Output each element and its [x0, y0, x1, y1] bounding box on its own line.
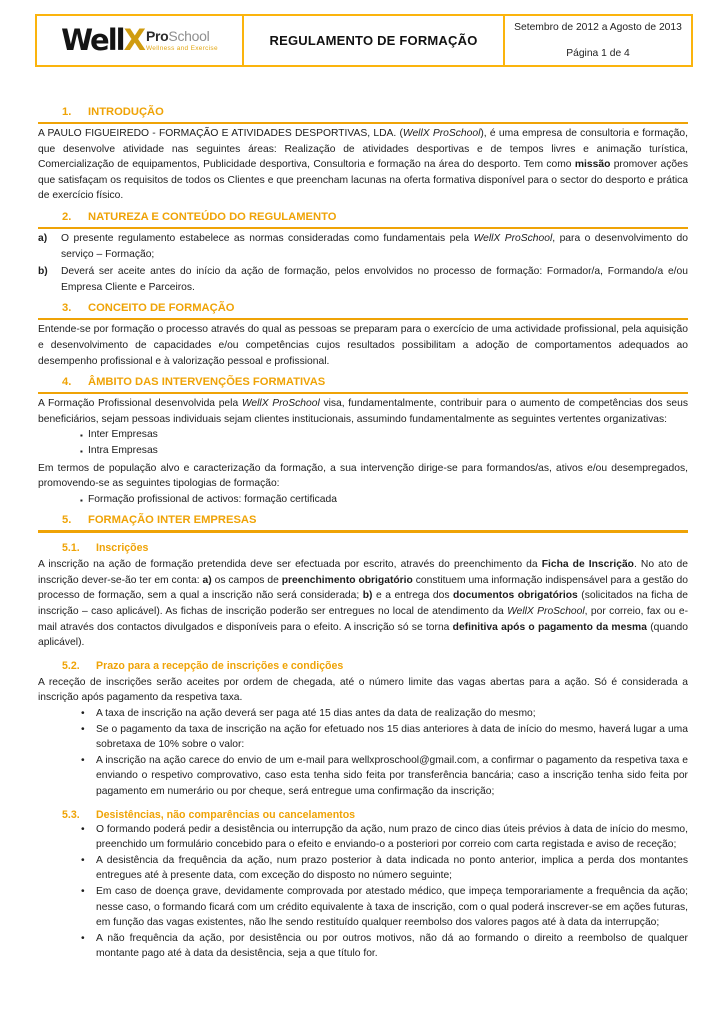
wellx-proschool-logo — [61, 23, 218, 57]
section-rule — [38, 392, 688, 394]
text-run: visa, fundamentalmente, contribuir para o aumento de competências dos seus beneficiários, sejam pessoas individuais sejam clientes institucionais, assumindo fundamentalmente as seguintes vertentes organizativas: — [38, 398, 688, 425]
bullet-item — [38, 706, 688, 722]
bullet-item — [38, 753, 688, 800]
bullet-item — [38, 884, 688, 931]
section-rule — [38, 530, 688, 533]
text-run: Se o pagamento da taxa de inscrição na ação for efetuado nos 15 dias anteriores à data de início do mesmo, haverá lugar a uma sobretaxa de 10% sobre o valor: — [96, 723, 688, 751]
logo-right-block — [146, 30, 218, 52]
text-run: (solicitados na ficha de inscrição – caso aplicável). As fichas de inscrição poderão ser entregues no local de atendimento da — [38, 590, 688, 618]
section-title: NATUREZA E CONTEÚDO DO REGULAMENTO — [88, 210, 337, 223]
text-run: Em termos de população alvo e caracterização da formação, a sua intervenção dirige-se para formandos/as, ativos e/ou desempregados, promovendo-se as seguintes tipologias de formação: — [38, 462, 688, 490]
text-run: missão — [574, 159, 611, 171]
section — [38, 106, 688, 204]
paragraph — [38, 396, 688, 427]
bullet-item — [38, 492, 688, 508]
section-heading — [38, 302, 688, 315]
subsection-title: Desistências, não comparências ou cancelamentos — [96, 808, 356, 821]
bullet-item — [38, 931, 688, 962]
text-run: constituem uma informação indispensável para a gestão do processo de formação, sem a qual a inscrição não será considerada; — [38, 574, 689, 602]
paragraph — [38, 322, 688, 369]
text-run: , por correio, fax ou e-mail através dos contactos divulgados e disponíveis para o efeito. A inscrição só se torna — [38, 606, 688, 633]
bullet-item — [38, 722, 688, 753]
text-run: , para o desenvolvimento do serviço – Formação; — [61, 232, 688, 260]
text-run: definitiva após o pagamento da mesma — [452, 621, 647, 633]
text-run: WellX ProSchool — [402, 128, 481, 139]
paragraph — [38, 557, 688, 651]
lettered-item — [38, 231, 688, 262]
section-heading — [38, 211, 688, 224]
paragraph — [38, 461, 688, 492]
subsection-title: Inscrições — [96, 542, 149, 555]
logo-wordmark — [61, 23, 144, 57]
item-text — [61, 231, 688, 262]
text-run: e a entrega dos — [372, 590, 453, 602]
text-run: preenchimento obrigatório — [281, 574, 413, 586]
text-run: WellX ProSchool — [241, 398, 320, 410]
paragraph — [38, 675, 688, 706]
logo-pro-text: Pro — [145, 28, 169, 44]
item-label: b) — [38, 266, 48, 278]
bullet-item — [38, 853, 688, 884]
date-cell — [505, 16, 691, 65]
text-run: Formação profissional de activos: formação certificada — [88, 493, 337, 505]
text-run: ), é uma empresa de consultoria e formação, que desenvolve atividade nas seguintes áreas: Realização de atividades desportivas e de tempos livres e animação turística, Comercialização de equipamentos, Publicidade desportiva, Consultoria e formação na área do desporto. Tem como — [38, 128, 688, 171]
text-run: A inscrição na ação de formação pretendida deve ser efectuada por escrito, através do preenchimento da — [38, 559, 542, 571]
bullet-list — [38, 706, 688, 800]
text-run: Entende-se por formação o processo através do qual as pessoas se preparam para o exercício de uma actividade profissional, pela aquisição e desenvolvimento de capacidades e/ou competências cujos resultados possibilitam a adoção de comportamentos adequados ao desempenho profissional e à valorização pessoal e profissional. — [38, 324, 688, 367]
text-run: . No ato de inscrição dever-se-ão ter em conta: — [38, 559, 688, 586]
section-title: CONCEITO DE FORMAÇÃO — [88, 302, 235, 315]
subsection-heading — [38, 542, 688, 555]
bullet-item — [38, 427, 688, 443]
text-run: (quando aplicável). — [38, 621, 688, 649]
text-run: Intra Empresas — [88, 444, 158, 456]
document-title: REGULAMENTO DE FORMAÇÃO — [269, 33, 478, 48]
item-text — [61, 264, 688, 295]
date-range: Setembro de 2012 a Agosto de 2013 — [514, 22, 682, 33]
text-run: WellX ProSchool — [507, 606, 585, 618]
text-run: os campos de — [211, 574, 282, 586]
text-run: b) — [362, 590, 373, 602]
section-number: 1. — [62, 106, 72, 118]
text-run: A PAULO FIGUEIREDO - FORMAÇÃO E ATIVIDADES DESPORTIVAS, LDA. ( — [38, 128, 403, 139]
paragraph — [38, 126, 688, 204]
bullet-list — [38, 492, 688, 508]
logo-x-text: X — [123, 23, 144, 57]
bullet-item — [38, 443, 688, 459]
subsection-heading — [38, 809, 688, 822]
section-number: 3. — [62, 302, 72, 315]
text-run: A taxa de inscrição na ação deverá ser paga até 15 dias antes da data de realização do mesmo; — [96, 708, 536, 720]
text-run: a) — [202, 574, 212, 586]
text-run: WellX ProSchool — [473, 232, 553, 244]
bullet-list — [38, 822, 688, 962]
section-number: 2. — [62, 210, 72, 223]
section — [38, 376, 688, 507]
text-run: Deverá ser aceite antes do início da ação de formação, pelos envolvidos no processo de formação: Formador/a, Formando/a e/ou Empresa Cliente e Parceiros. — [61, 266, 688, 293]
bullet-item — [38, 822, 688, 853]
text-run: O presente regulamento estabelece as normas consideradas como fundamentais pela — [61, 232, 474, 244]
section-title: ÂMBITO DAS INTERVENÇÕES FORMATIVAS — [88, 376, 326, 389]
section-rule — [38, 318, 688, 320]
section — [38, 211, 688, 295]
text-run: Inter Empresas — [88, 429, 158, 441]
section-heading — [38, 106, 688, 119]
text-run: A Formação Profissional desenvolvida pela — [38, 398, 242, 410]
document-sections — [38, 106, 688, 962]
text-run: A receção de inscrições serão aceites por ordem de chegada, até o número limite das vagas abertas para a ação. Só é considerada a inscrição após pagamento da respetiva taxa. — [38, 676, 688, 704]
page-number: Página 1 de 4 — [566, 48, 630, 59]
section-number: 5. — [62, 514, 72, 527]
section-rule — [38, 227, 688, 229]
text-run: O formando poderá pedir a desistência ou interrupção da ação, num prazo de cinco dias úteis prévios à data de início do mesmo, preenchido um formulário concebido para o efeito e enviando-o a posteriori por correio com carta registada e aviso de receção; — [96, 823, 688, 851]
document-header — [35, 14, 693, 67]
subsection-number: 5.1. — [62, 542, 80, 555]
section-heading — [38, 376, 688, 389]
text-run: promover ações que satisfaçam os requisitos de todos os Clientes e que preencham lacunas na oferta formativa disponível para o sector do desporto e prática de exercício físico. — [38, 159, 688, 202]
section — [38, 514, 688, 962]
lettered-item — [38, 264, 688, 295]
subsection-number: 5.3. — [62, 808, 80, 821]
section-heading — [38, 514, 688, 527]
section-title: FORMAÇÃO INTER EMPRESAS — [88, 514, 257, 527]
logo-school-text: School — [168, 28, 210, 44]
text-run: documentos obrigatórios — [453, 590, 578, 602]
text-run: A desistência da frequência da ação, num prazo posterior à data indicada no ponto anterior, implica a perda dos montantes entregues até à presente data, com exceção do disposto no número seguinte; — [96, 854, 688, 882]
logo-cell — [37, 16, 244, 65]
text-run: Em caso de doença grave, devidamente comprovada por atestado médico, que impeça temporariamente a frequência da ação; nesse caso, o formando ficará com um crédito equivalente à taxa de inscrição, com o qual poderá inscrever-se em ações futuras, em função das vagas existentes, não lhe sendo restituído qualquer reembolso dos valores pagos até à data da interrupção; — [96, 885, 688, 929]
section — [38, 302, 688, 369]
subsection-heading — [38, 660, 688, 673]
subsection-title: Prazo para a recepção de inscrições e condições — [96, 659, 344, 672]
logo-well-text: Well — [61, 23, 124, 57]
logo-tagline: Wellness and Exercise — [145, 45, 218, 52]
text-run: A não frequência da ação, por desistência ou por outros motivos, não dá ao formando o direito a reembolso de qualquer montante pago até à data da desistência, seja a que título for. — [96, 932, 688, 960]
subsection-number: 5.2. — [62, 659, 80, 672]
bullet-list — [38, 427, 688, 458]
section-title: INTRODUÇÃO — [88, 106, 164, 118]
text-run: Ficha de Inscrição — [541, 559, 634, 571]
title-cell — [244, 16, 505, 65]
item-label: a) — [38, 232, 48, 244]
section-rule — [38, 122, 688, 124]
text-run: A inscrição na ação carece do envio de um e-mail para wellxproschool@gmail.com, a confirmar o pagamento da respetiva taxa e enviando o respetivo comprovativo, caso esta tenha sido feita por transferência bancária; caso a inscrição tenha sido feita por pagamento em numerário ou por cheque, será entregue uma confirmação da inscrição; — [96, 754, 688, 797]
logo-proschool-text — [146, 30, 218, 43]
section-number: 4. — [62, 376, 72, 389]
